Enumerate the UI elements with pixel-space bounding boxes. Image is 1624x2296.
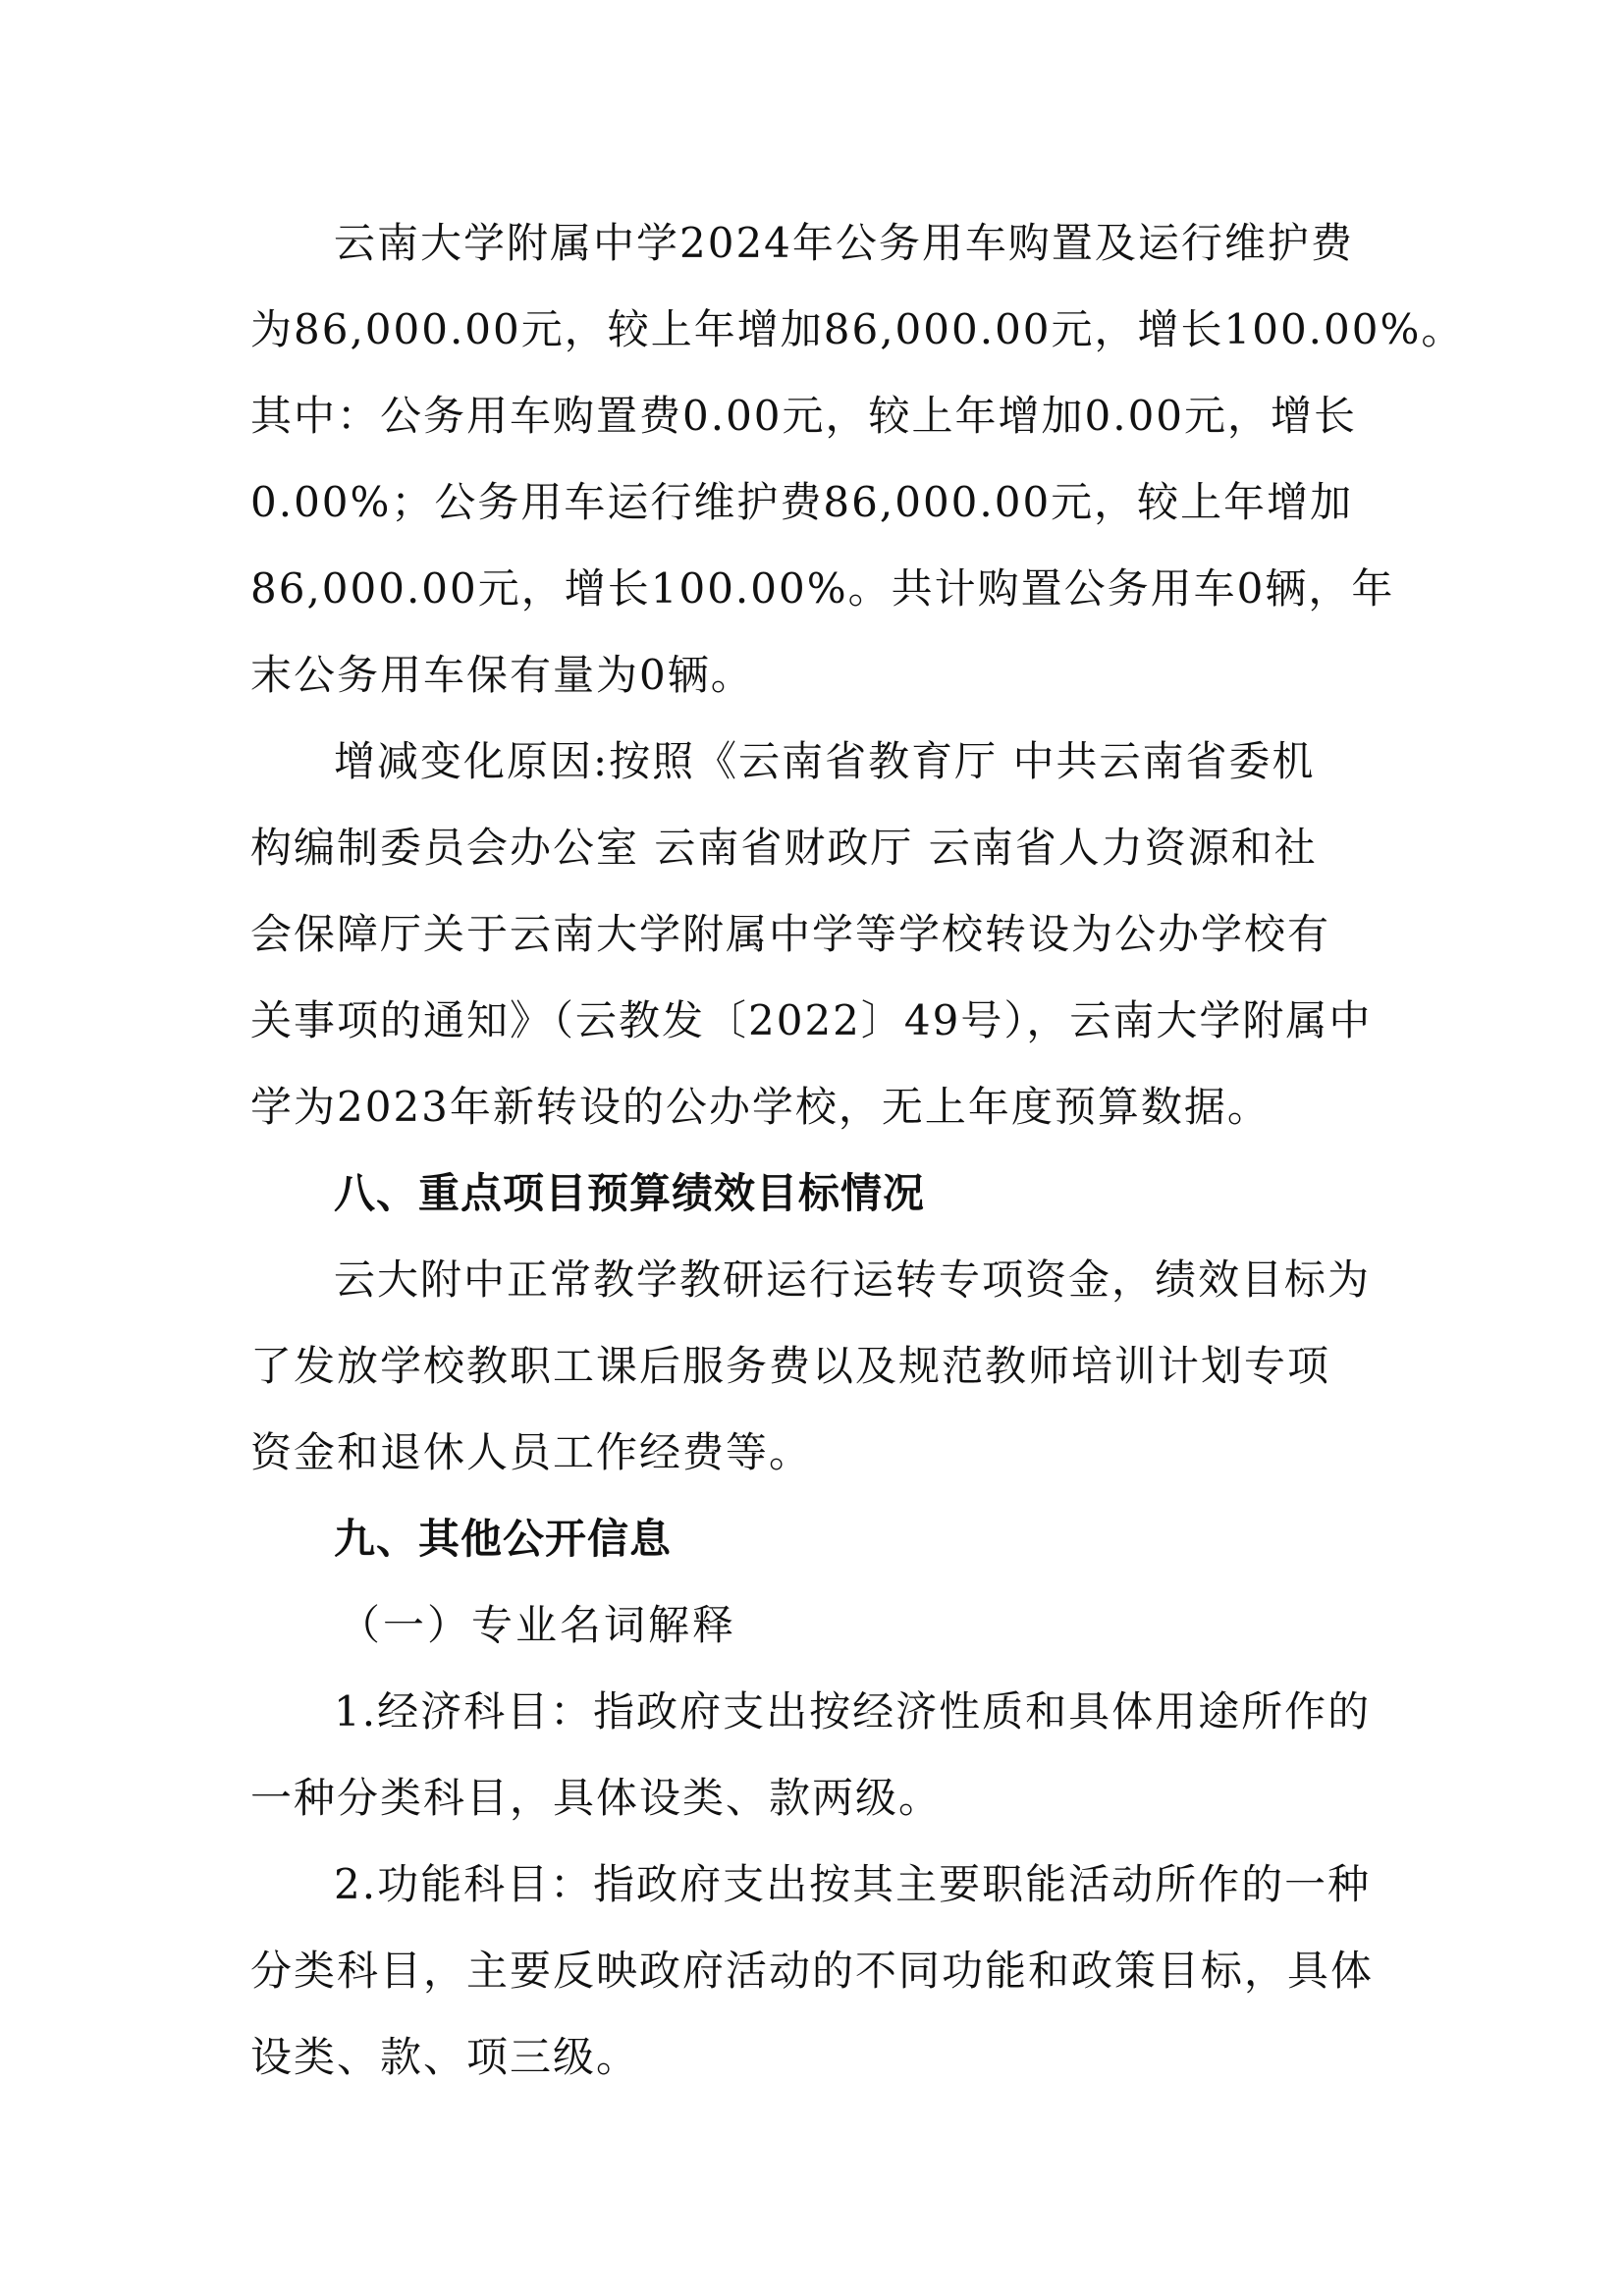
paragraph-line: 学为2023年新转设的公办学校，无上年度预算数据。 <box>250 1083 1271 1131</box>
paragraph-line: 设类、款、项三级。 <box>250 2033 640 2081</box>
section-heading-8: 八、重点项目预算绩效目标情况 <box>334 1169 926 1217</box>
paragraph-line: 分类科目，主要反映政府活动的不同功能和政策目标，具体 <box>250 1947 1375 1995</box>
paragraph-line: 云大附中正常教学教研运行运转专项资金，绩效目标为 <box>334 1255 1372 1304</box>
paragraph-line: 关事项的通知》（云教发〔2022〕49号），云南大学附属中 <box>250 996 1373 1044</box>
section-heading-9: 九、其他公开信息 <box>334 1515 673 1563</box>
paragraph-line: 了发放学校教职工课后服务费以及规范教师培训计划专项 <box>250 1342 1331 1390</box>
paragraph-line: 构编制委员会办公室 云南省财政厅 云南省人力资源和社 <box>250 824 1318 872</box>
paragraph-line: 2.功能科目：指政府支出按其主要职能活动所作的一种 <box>334 1860 1372 1908</box>
subsection-heading: （一）专业名词解释 <box>339 1601 737 1649</box>
paragraph-line: 资金和退休人员工作经费等。 <box>250 1428 813 1476</box>
paragraph-line: 末公务用车保有量为0辆。 <box>250 651 754 699</box>
paragraph-line: 一种分类科目，具体设类、款两级。 <box>250 1774 943 1822</box>
paragraph-line: 云南大学附属中学2024年公务用车购置及运行维护费 <box>334 219 1354 267</box>
paragraph-line: 增减变化原因:按照《云南省教育厅 中共云南省委机 <box>334 737 1316 785</box>
paragraph-line: 为86,000.00元，较上年增加86,000.00元，增长100.00%。 <box>250 305 1465 353</box>
paragraph-line: 会保障厅关于云南大学附属中学等学校转设为公办学校有 <box>250 910 1331 958</box>
paragraph-line: 0.00%；公务用车运行维护费86,000.00元，较上年增加 <box>250 478 1354 526</box>
paragraph-line: 86,000.00元，增长100.00%。共计购置公务用车0辆，年 <box>250 564 1395 613</box>
paragraph-line: 其中：公务用车购置费0.00元，较上年增加0.00元，增长 <box>250 392 1358 440</box>
paragraph-line: 1.经济科目：指政府支出按经济性质和具体用途所作的 <box>334 1687 1372 1735</box>
